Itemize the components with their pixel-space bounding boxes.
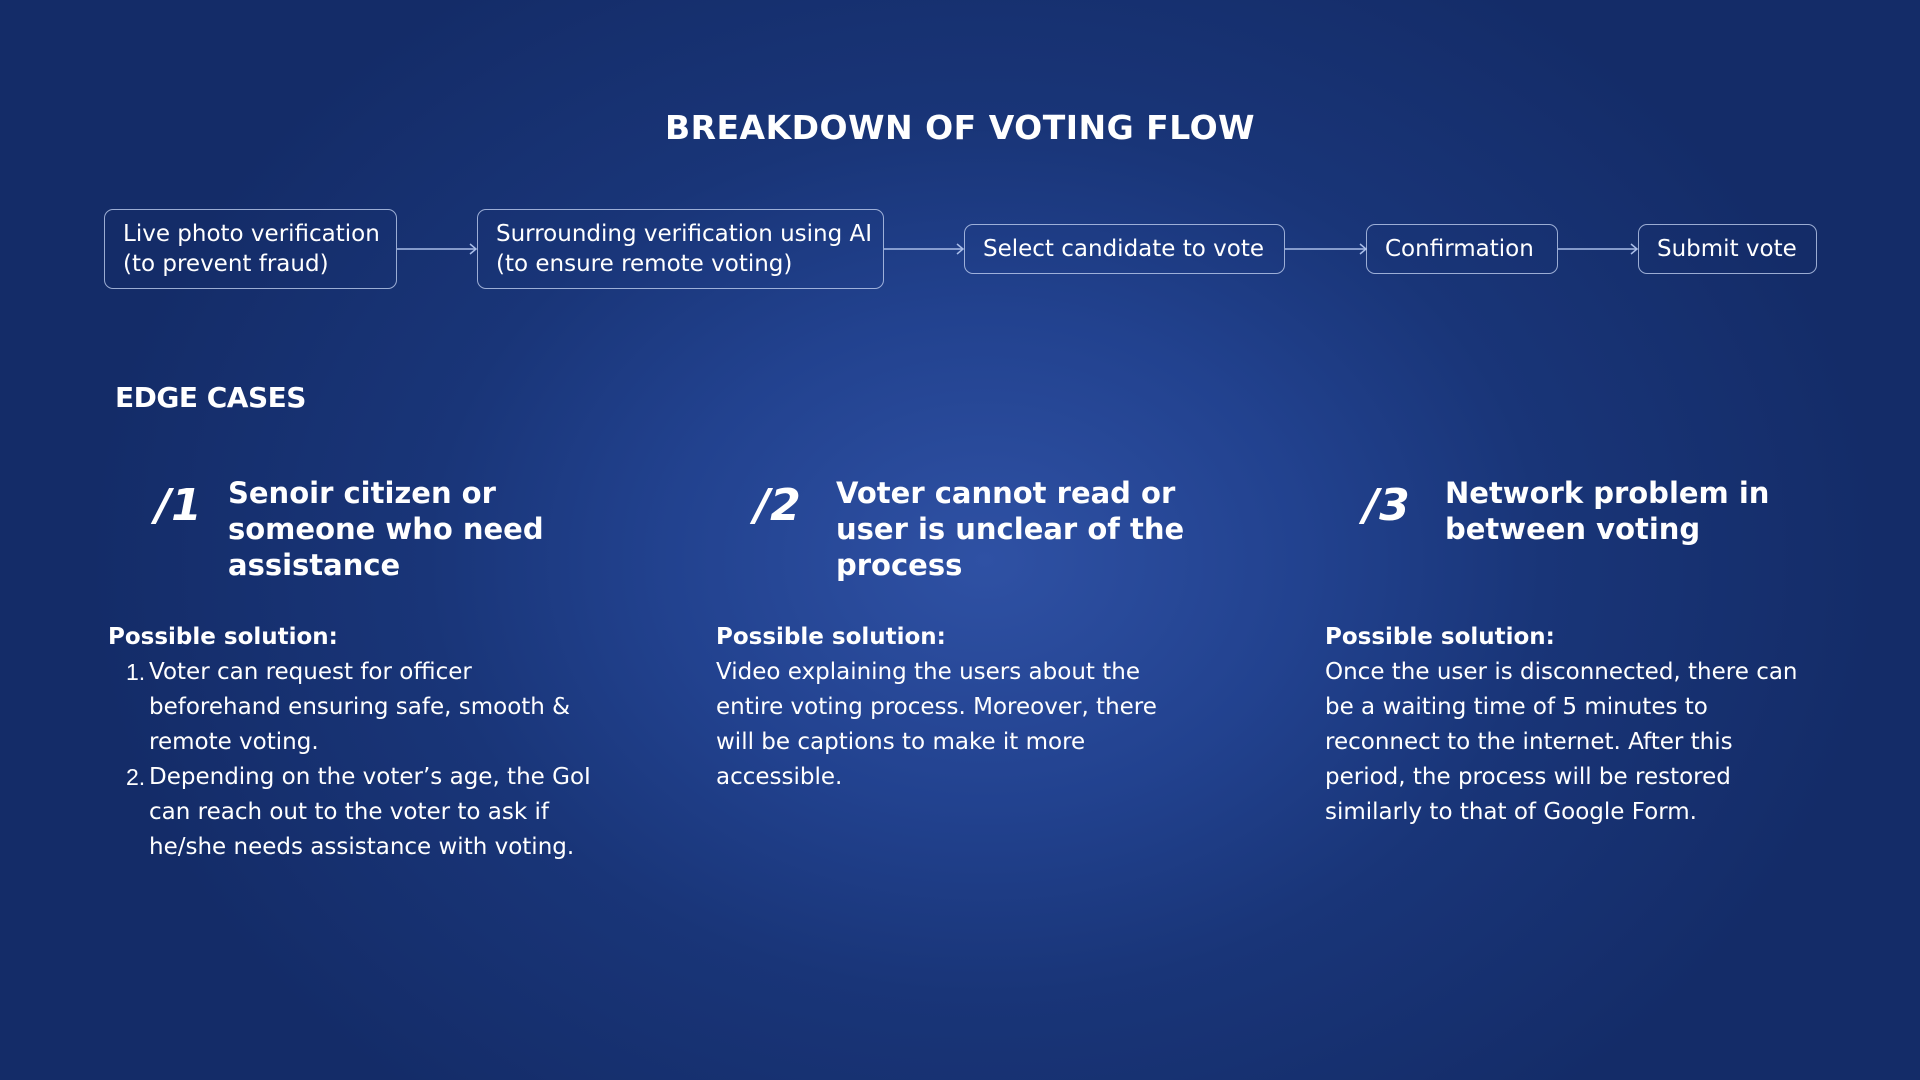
connector-arrowhead-2 — [957, 244, 963, 254]
solution-line: can reach out to the voter to ask if — [149, 799, 550, 825]
case-heading-line: assistance — [228, 548, 401, 582]
case-heading-line: between voting — [1445, 512, 1701, 546]
case-heading-line: Senoir citizen or — [228, 476, 496, 510]
edge-cases-title: EDGE CASES — [115, 381, 306, 414]
case-heading-line: Network problem in — [1445, 476, 1770, 510]
list-item-number: 2. — [126, 764, 146, 790]
solution-line: entire voting process. Moreover, there — [716, 694, 1157, 720]
flow-step-surrounding-verification — [477, 209, 884, 289]
connector-arrowhead-4 — [1631, 244, 1637, 254]
case-heading-line: Voter cannot read or — [836, 476, 1176, 510]
flow-step-submit-vote — [1638, 224, 1817, 274]
solution-line: he/she needs assistance with voting. — [149, 834, 575, 860]
flow-step-live-photo — [104, 209, 397, 289]
case-heading — [1445, 475, 1825, 547]
flow-step-line: (to ensure remote voting) — [496, 251, 793, 277]
solution-line: beforehand ensuring safe, smooth & — [149, 694, 571, 720]
flow-step-line: Live photo verification — [123, 221, 380, 247]
case-heading — [836, 475, 1216, 583]
solution-label: Possible solution: — [1325, 624, 1555, 650]
case-heading-line: someone who need — [228, 512, 544, 546]
connector-arrowhead-1 — [470, 244, 476, 254]
solution-line: Video explaining the users about the — [716, 659, 1140, 685]
solution-list-item — [108, 655, 628, 760]
solution-label: Possible solution: — [108, 624, 338, 650]
solution-line: remote voting. — [149, 729, 319, 755]
solution-line: Voter can request for officer — [149, 659, 472, 685]
case-number: /3 — [1363, 480, 1410, 531]
solution-line: accessible. — [716, 764, 843, 790]
solution-label: Possible solution: — [716, 624, 946, 650]
solution-line: period, the process will be restored — [1325, 764, 1731, 790]
solution-line: reconnect to the internet. After this — [1325, 729, 1733, 755]
case-heading-line: process — [836, 548, 963, 582]
page-title: BREAKDOWN OF VOTING FLOW — [664, 108, 1256, 147]
flow-step-select-candidate — [964, 224, 1285, 274]
list-item-number: 1. — [126, 659, 146, 685]
solution-line: similarly to that of Google Form. — [1325, 799, 1697, 825]
flow-step-line: Surrounding verification using AI — [496, 221, 873, 247]
case-solution — [1325, 620, 1845, 830]
case-number: /1 — [155, 480, 202, 531]
flow-step-confirmation — [1366, 224, 1558, 274]
solution-line: Depending on the voter’s age, the GoI — [149, 764, 591, 790]
solution-list-item — [108, 760, 628, 865]
case-solution — [716, 620, 1236, 795]
solution-line: be a waiting time of 5 minutes to — [1325, 694, 1708, 720]
case-solution — [108, 620, 628, 865]
flow-step-line: (to prevent fraud) — [123, 251, 329, 277]
solution-line: Once the user is disconnected, there can — [1325, 659, 1798, 685]
flow-step-line: Select candidate to vote — [983, 236, 1264, 262]
case-heading-line: user is unclear of the — [836, 512, 1185, 546]
flow-step-line: Confirmation — [1385, 236, 1534, 262]
flow-step-line: Submit vote — [1657, 236, 1797, 262]
case-heading — [228, 475, 608, 583]
solution-line: will be captions to make it more — [716, 729, 1086, 755]
case-number: /2 — [754, 480, 801, 531]
